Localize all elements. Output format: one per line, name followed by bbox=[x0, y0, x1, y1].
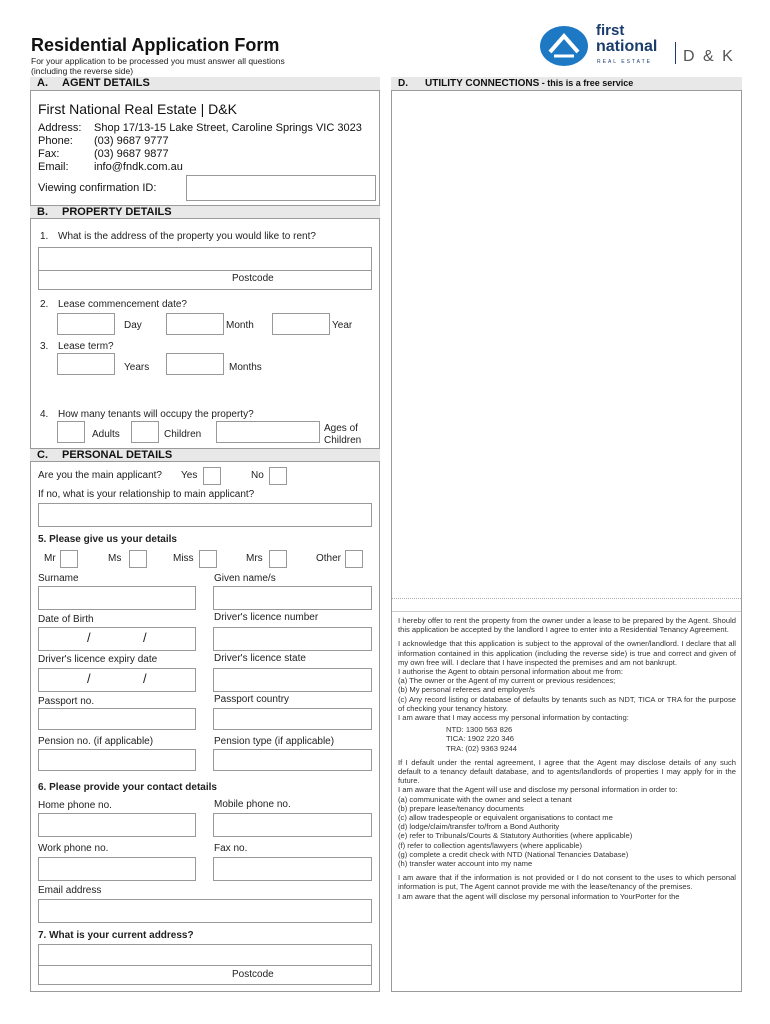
legal-p6a: (a) communicate with the owner and select a tenant bbox=[398, 794, 572, 804]
dob-input[interactable] bbox=[38, 627, 196, 651]
main-applicant-yes-label: Yes bbox=[181, 470, 198, 481]
brand-logo bbox=[540, 24, 740, 70]
licence-expiry-input[interactable] bbox=[38, 668, 196, 692]
lease-year-input[interactable] bbox=[272, 313, 330, 335]
current-address-input[interactable] bbox=[38, 944, 372, 966]
licence-number-input[interactable] bbox=[213, 627, 372, 651]
agent-email-label: Email: bbox=[38, 161, 69, 173]
title-ms-label: Ms bbox=[108, 553, 122, 564]
lease-month-label: Month bbox=[226, 320, 254, 331]
passport-country-input[interactable] bbox=[213, 708, 372, 730]
lease-month-input[interactable] bbox=[166, 313, 224, 335]
logo-divider bbox=[675, 42, 676, 64]
licence-state-input[interactable] bbox=[213, 668, 372, 692]
q3-label: Lease term? bbox=[58, 341, 114, 352]
section-d-header: D. UTILITY CONNECTIONS - this is a free service bbox=[391, 77, 742, 91]
q5-label: 5. Please give us your details bbox=[38, 534, 177, 545]
title-miss-checkbox[interactable] bbox=[199, 550, 217, 568]
legal-tica: TICA: 1902 220 346 bbox=[446, 734, 514, 744]
property-postcode-input[interactable] bbox=[38, 270, 372, 290]
legal-p6c: (c) allow tradespeople or equivalent organisations to contact me bbox=[398, 813, 613, 823]
q6-label: 6. Please provide your contact details bbox=[38, 782, 217, 793]
work-phone-input[interactable] bbox=[38, 857, 196, 881]
logo-dk: D & K bbox=[683, 48, 735, 65]
q4-number: 4. bbox=[40, 409, 49, 420]
dob-slash-1: / bbox=[87, 630, 91, 645]
pension-no-label: Pension no. (if applicable) bbox=[38, 736, 154, 747]
q1-number: 1. bbox=[40, 231, 49, 242]
adults-input[interactable] bbox=[57, 421, 85, 443]
agent-fax: (03) 9687 9877 bbox=[94, 148, 169, 160]
lease-months-input[interactable] bbox=[166, 353, 224, 375]
agent-phone-label: Phone: bbox=[38, 135, 73, 147]
pension-type-input[interactable] bbox=[213, 749, 372, 771]
current-postcode-input[interactable] bbox=[38, 965, 372, 985]
q4-label: How many tenants will occupy the property? bbox=[58, 409, 254, 420]
q7-label: 7. What is your current address? bbox=[38, 930, 194, 941]
main-applicant-question: Are you the main applicant? bbox=[38, 470, 162, 481]
licence-expiry-label: Driver's licence expiry date bbox=[38, 654, 158, 665]
section-c-header: C. PERSONAL DETAILS bbox=[30, 448, 380, 462]
surname-label: Surname bbox=[38, 573, 79, 584]
viewing-id-input[interactable] bbox=[186, 175, 376, 201]
home-phone-input[interactable] bbox=[38, 813, 196, 837]
lease-day-label: Day bbox=[124, 320, 142, 331]
agent-address-label: Address: bbox=[38, 122, 82, 134]
passport-no-input[interactable] bbox=[38, 708, 196, 730]
legal-text bbox=[398, 616, 736, 901]
agent-phone: (03) 9687 9777 bbox=[94, 135, 169, 147]
legal-p4: I am aware that I may access my personal information by contacting: bbox=[398, 713, 629, 723]
children-ages-input[interactable] bbox=[216, 421, 320, 443]
subtitle-line-1: For your application to be processed you must answer all questions bbox=[31, 56, 285, 66]
legal-p6d: (d) lodge/claim/transfer to/from a Bond Authority bbox=[398, 822, 560, 832]
form-title: Residential Application Form bbox=[31, 35, 280, 55]
legal-ntd: NTD: 1300 563 826 bbox=[446, 725, 513, 735]
title-ms-checkbox[interactable] bbox=[129, 550, 147, 568]
relationship-input[interactable] bbox=[38, 503, 372, 527]
passport-country-label: Passport country bbox=[214, 694, 290, 705]
q1-label: What is the address of the property you would like to rent? bbox=[58, 231, 316, 242]
logo-emblem-icon bbox=[540, 26, 588, 66]
dob-slash-2: / bbox=[143, 630, 147, 645]
surname-input[interactable] bbox=[38, 586, 196, 610]
legal-p7: I am aware that if the information is not provided or I do not consent to the uses to which personal information is put, The Agent cannot provide me with the lease/tenancy of the premises. bbox=[398, 873, 736, 892]
lease-year-label: Year bbox=[332, 320, 353, 331]
legal-p3b: (b) My personal referees and employer/s bbox=[398, 685, 535, 695]
title-mr-label: Mr bbox=[44, 553, 56, 564]
ages-of-label: Ages of bbox=[324, 423, 358, 434]
licence-number-label: Driver's licence number bbox=[214, 612, 319, 623]
property-postcode-label: Postcode bbox=[232, 273, 274, 284]
lease-years-input[interactable] bbox=[57, 353, 115, 375]
legal-p5: If I default under the rental agreement, I agree that the Agent may disclose details of any such default to a tenancy default database, and to agents/landlords of properties I may apply for in the future. bbox=[398, 757, 736, 786]
work-phone-label: Work phone no. bbox=[38, 843, 109, 854]
expiry-slash-1: / bbox=[87, 671, 91, 686]
children-input[interactable] bbox=[131, 421, 159, 443]
legal-p6e: (e) refer to Tribunals/Courts & Statutory Authorities (where applicable) bbox=[398, 831, 633, 841]
utility-title-suffix: - this is a free service bbox=[539, 78, 634, 88]
legal-tra: TRA: (02) 9363 9244 bbox=[446, 743, 517, 753]
lease-months-label: Months bbox=[229, 362, 262, 373]
fax-no-label: Fax no. bbox=[214, 843, 248, 854]
legal-p1: I hereby offer to rent the property from the owner under a lease to be prepared by the Agent. Should this application be accepted by the landlord I agree to enter into a Residential Tenancy Agreement. bbox=[398, 616, 736, 635]
legal-p8: I am aware that the agent will disclose my personal information to YourPorter for the bbox=[398, 891, 680, 901]
legal-p6b: (b) prepare lease/tenancy documents bbox=[398, 803, 524, 813]
section-b-header: B. PROPERTY DETAILS bbox=[30, 205, 380, 219]
form-subtitle bbox=[31, 56, 285, 76]
logo-first: first bbox=[596, 22, 625, 39]
legal-p6: I am aware that the Agent will use and disclose my personal information in order to: bbox=[398, 785, 678, 795]
passport-no-label: Passport no. bbox=[38, 696, 95, 707]
agent-name: First National Real Estate | D&K bbox=[38, 101, 237, 117]
utility-title: UTILITY CONNECTIONS bbox=[425, 78, 540, 89]
utility-area[interactable] bbox=[392, 92, 741, 597]
legal-p2: I acknowledge that this application is subject to the approval of the owner/landlord. I declare that all information contained in this application (including the reverse side) is true and correct and given of my own free will. I declare that I have inspected the premises and am not bankrupt. bbox=[398, 639, 736, 667]
property-address-input[interactable] bbox=[38, 247, 372, 271]
legal-p3: I authorise the Agent to obtain personal information about me from: bbox=[398, 667, 623, 677]
main-applicant-no-checkbox[interactable] bbox=[269, 467, 287, 485]
mobile-phone-label: Mobile phone no. bbox=[214, 799, 291, 810]
licence-state-label: Driver's licence state bbox=[214, 653, 306, 664]
current-postcode-label: Postcode bbox=[232, 969, 274, 980]
logo-national: national bbox=[596, 38, 658, 55]
expiry-slash-2: / bbox=[143, 671, 147, 686]
relationship-question: If no, what is your relationship to main applicant? bbox=[38, 489, 255, 500]
mobile-phone-input[interactable] bbox=[213, 813, 372, 837]
section-a-header: A. AGENT DETAILS bbox=[30, 77, 380, 91]
title-mrs-checkbox[interactable] bbox=[269, 550, 287, 568]
q2-label: Lease commencement date? bbox=[58, 299, 187, 310]
adults-label: Adults bbox=[92, 429, 120, 440]
legal-divider bbox=[392, 598, 741, 599]
legal-p6g: (g) complete a credit check with NTD (National Tenancies Database) bbox=[398, 849, 629, 859]
dob-label: Date of Birth bbox=[38, 614, 94, 625]
children-label: Children bbox=[164, 429, 202, 440]
subtitle-line-2: (including the reverse side) bbox=[31, 66, 134, 76]
email-label: Email address bbox=[38, 885, 102, 896]
given-names-label: Given name/s bbox=[214, 573, 276, 584]
agent-address: Shop 17/13-15 Lake Street, Caroline Springs VIC 3023 bbox=[94, 122, 362, 134]
legal-p6f: (f) refer to collection agents/lawyers (where applicable) bbox=[398, 840, 583, 850]
title-other-checkbox[interactable] bbox=[345, 550, 363, 568]
q2-number: 2. bbox=[40, 299, 49, 310]
legal-p6h: (h) transfer water account into my name bbox=[398, 859, 533, 869]
title-other-label: Other bbox=[316, 553, 342, 564]
title-miss-label: Miss bbox=[173, 553, 194, 564]
main-applicant-yes-checkbox[interactable] bbox=[203, 467, 221, 485]
main-applicant-no-label: No bbox=[251, 470, 264, 481]
ages-children-label: Children bbox=[324, 435, 362, 446]
lease-day-input[interactable] bbox=[57, 313, 115, 335]
title-mrs-label: Mrs bbox=[246, 553, 263, 564]
email-input[interactable] bbox=[38, 899, 372, 923]
lease-years-label: Years bbox=[124, 362, 150, 373]
logo-real-estate: REAL ESTATE bbox=[597, 59, 652, 65]
agent-fax-label: Fax: bbox=[38, 148, 60, 160]
legal-divider-bottom bbox=[392, 611, 741, 612]
title-mr-checkbox[interactable] bbox=[60, 550, 78, 568]
given-names-input[interactable] bbox=[213, 586, 372, 610]
legal-p3a: (a) The owner or the Agent of my current or previous residences; bbox=[398, 676, 616, 686]
viewing-id-label: Viewing confirmation ID: bbox=[38, 182, 157, 194]
q3-number: 3. bbox=[40, 341, 49, 352]
home-phone-label: Home phone no. bbox=[38, 800, 112, 811]
fax-no-input[interactable] bbox=[213, 857, 372, 881]
agent-email: info@fndk.com.au bbox=[94, 161, 183, 173]
pension-no-input[interactable] bbox=[38, 749, 196, 771]
legal-p3c: (c) Any record listing or database of defaults by tenants such as NDT, TICA or TRA for the purpose of checking your tenancy history. bbox=[398, 694, 736, 713]
pension-type-label: Pension type (if applicable) bbox=[214, 736, 335, 747]
